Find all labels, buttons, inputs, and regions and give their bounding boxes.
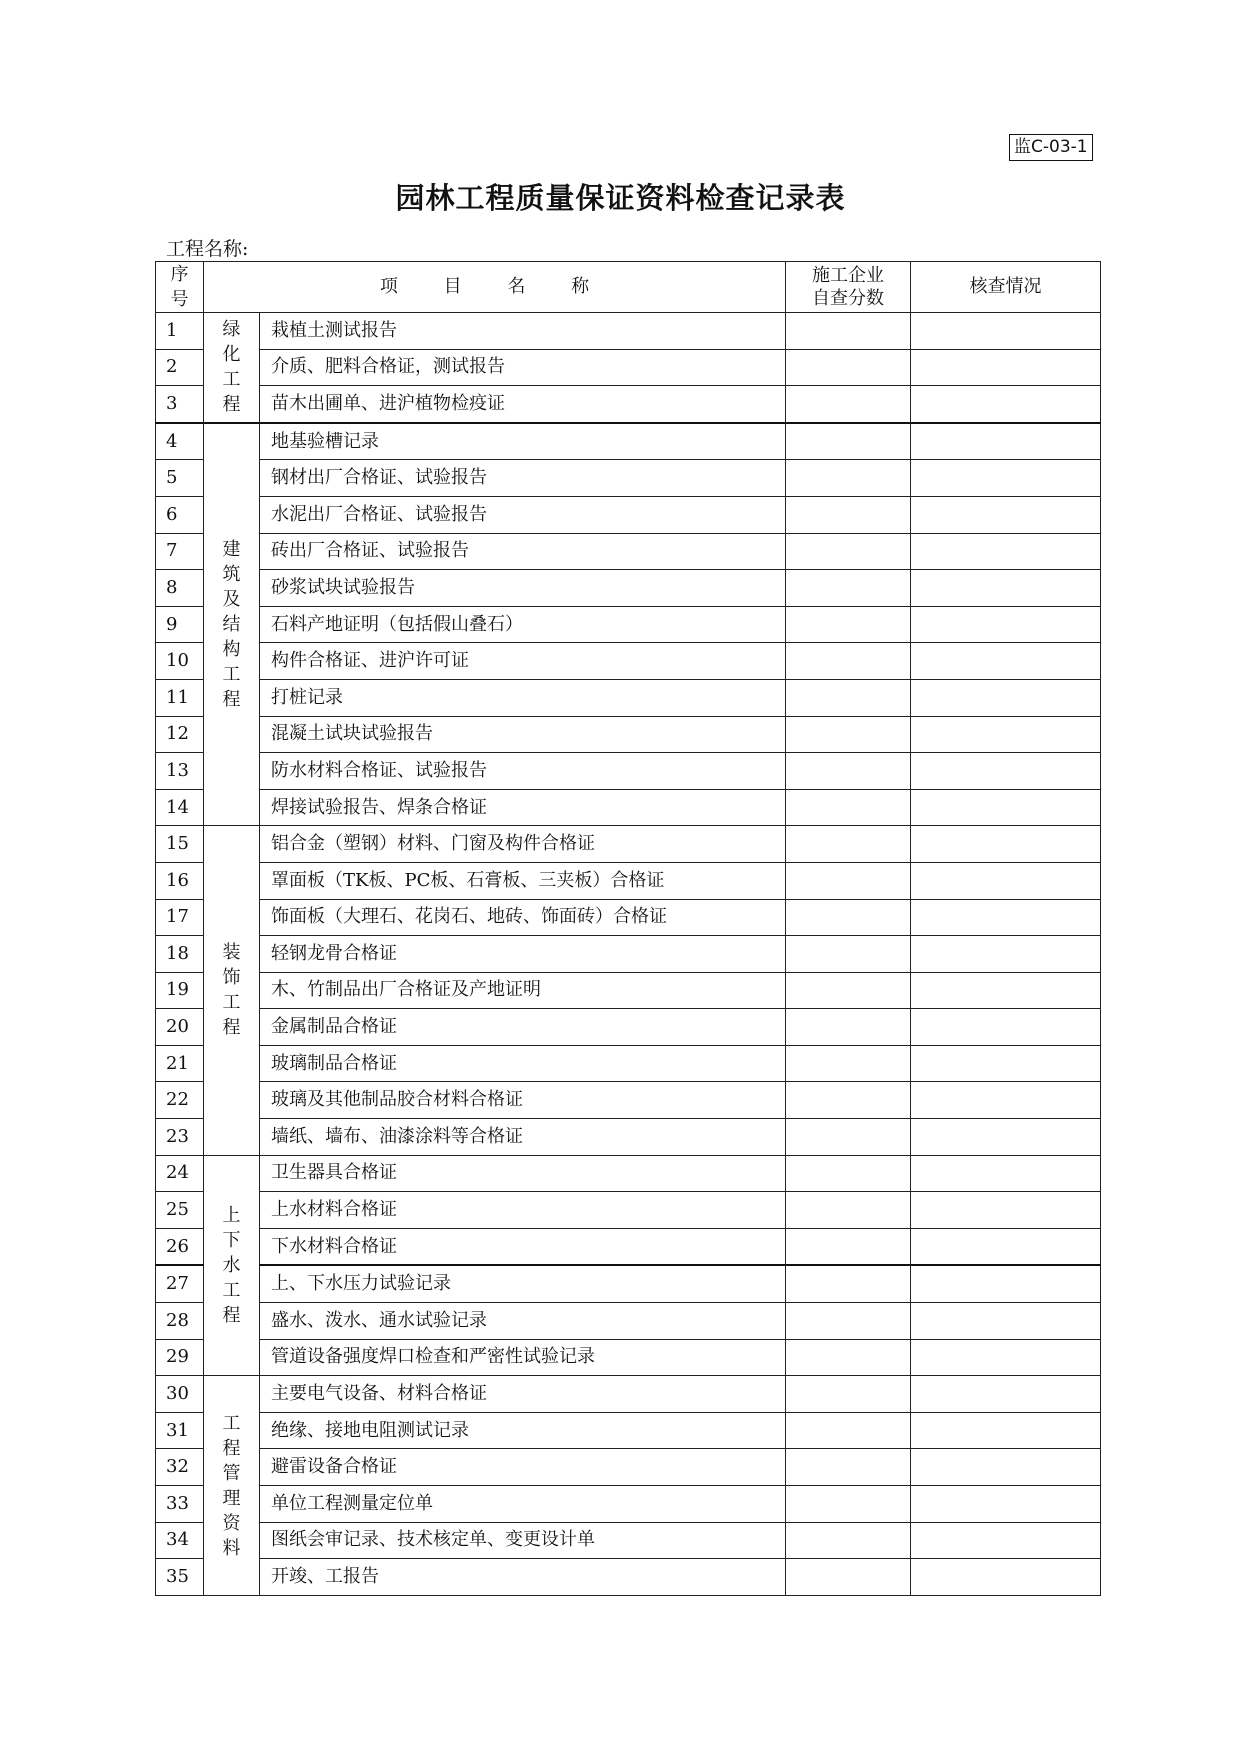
check-status-cell[interactable] <box>911 570 1101 607</box>
row-number: 19 <box>156 972 204 1009</box>
item-name: 水泥出厂合格证、试验报告 <box>260 496 786 533</box>
check-status-cell[interactable] <box>911 606 1101 643</box>
row-number: 13 <box>156 753 204 790</box>
row-number: 24 <box>156 1155 204 1192</box>
self-score-cell[interactable] <box>786 716 911 753</box>
item-name: 钢材出厂合格证、试验报告 <box>260 460 786 497</box>
header-no: 序号 <box>156 262 204 313</box>
check-status-cell[interactable] <box>911 1228 1101 1265</box>
row-number: 14 <box>156 789 204 826</box>
check-status-cell[interactable] <box>911 753 1101 790</box>
row-number: 28 <box>156 1303 204 1340</box>
item-name: 木、竹制品出厂合格证及产地证明 <box>260 972 786 1009</box>
item-name: 石料产地证明（包括假山叠石） <box>260 606 786 643</box>
table-row <box>156 899 1101 936</box>
self-score-cell[interactable] <box>786 1412 911 1449</box>
table-row <box>156 570 1101 607</box>
table-row <box>156 1486 1101 1523</box>
table-row <box>156 1522 1101 1559</box>
check-status-cell[interactable] <box>911 1009 1101 1046</box>
self-score-cell[interactable] <box>786 570 911 607</box>
self-score-cell[interactable] <box>786 972 911 1009</box>
row-number: 10 <box>156 643 204 680</box>
self-score-cell[interactable] <box>786 1449 911 1486</box>
table-row <box>156 1082 1101 1119</box>
check-status-cell[interactable] <box>911 1412 1101 1449</box>
row-number: 8 <box>156 570 204 607</box>
item-name: 主要电气设备、材料合格证 <box>260 1376 786 1413</box>
self-score-cell[interactable] <box>786 679 911 716</box>
category-cell <box>204 423 260 826</box>
table-row <box>156 1192 1101 1229</box>
table-row <box>156 349 1101 386</box>
item-name: 地基验槽记录 <box>260 423 786 460</box>
self-score-cell[interactable] <box>786 1376 911 1413</box>
table-row <box>156 753 1101 790</box>
row-number: 12 <box>156 716 204 753</box>
self-score-cell[interactable] <box>786 789 911 826</box>
table-row <box>156 313 1101 350</box>
row-number: 33 <box>156 1486 204 1523</box>
check-status-cell[interactable] <box>911 936 1101 973</box>
row-number: 26 <box>156 1228 204 1265</box>
self-score-cell[interactable] <box>786 1119 911 1156</box>
check-status-cell[interactable] <box>911 789 1101 826</box>
self-score-cell[interactable] <box>786 533 911 570</box>
item-name: 栽植土测试报告 <box>260 313 786 350</box>
table-row <box>156 386 1101 423</box>
category-label: 建筑及结构工程 <box>222 539 241 711</box>
row-number: 35 <box>156 1559 204 1596</box>
quality-record-table <box>155 261 1101 1596</box>
self-score-cell[interactable] <box>786 1009 911 1046</box>
self-score-cell[interactable] <box>786 460 911 497</box>
row-number: 32 <box>156 1449 204 1486</box>
self-score-cell[interactable] <box>786 753 911 790</box>
item-name: 饰面板（大理石、花岗石、地砖、饰面砖）合格证 <box>260 899 786 936</box>
check-status-cell[interactable] <box>911 1522 1101 1559</box>
table-row <box>156 679 1101 716</box>
table-row <box>156 533 1101 570</box>
item-name: 介质、肥料合格证，测试报告 <box>260 349 786 386</box>
item-name: 玻璃及其他制品胶合材料合格证 <box>260 1082 786 1119</box>
table-row <box>156 1412 1101 1449</box>
row-number: 6 <box>156 496 204 533</box>
row-number: 5 <box>156 460 204 497</box>
item-name: 焊接试验报告、焊条合格证 <box>260 789 786 826</box>
header-item-name: 项 目 名 称 <box>204 262 786 313</box>
category-label: 装饰工程 <box>222 942 241 1039</box>
self-score-cell[interactable] <box>786 1155 911 1192</box>
page-title: 园林工程质量保证资料检查记录表 <box>395 181 846 215</box>
row-number: 1 <box>156 313 204 350</box>
self-score-cell[interactable] <box>786 1265 911 1302</box>
row-number: 34 <box>156 1522 204 1559</box>
item-name: 图纸会审记录、技术核定单、变更设计单 <box>260 1522 786 1559</box>
row-number: 17 <box>156 899 204 936</box>
category-cell <box>204 1376 260 1596</box>
self-score-cell[interactable] <box>786 349 911 386</box>
check-status-cell[interactable] <box>911 679 1101 716</box>
self-score-cell[interactable] <box>786 1192 911 1229</box>
check-status-cell[interactable] <box>911 899 1101 936</box>
check-status-cell[interactable] <box>911 1192 1101 1229</box>
category-cell <box>204 1155 260 1376</box>
check-status-cell[interactable] <box>911 716 1101 753</box>
check-status-cell[interactable] <box>911 862 1101 899</box>
category-label: 上下水工程 <box>222 1204 241 1326</box>
self-score-cell[interactable] <box>786 1045 911 1082</box>
self-score-cell[interactable] <box>786 606 911 643</box>
table-row <box>156 1009 1101 1046</box>
row-number: 22 <box>156 1082 204 1119</box>
table-row <box>156 1376 1101 1413</box>
table-row <box>156 862 1101 899</box>
check-status-cell[interactable] <box>911 496 1101 533</box>
self-score-cell[interactable] <box>786 1559 911 1596</box>
project-name-label: 工程名称: <box>166 238 249 260</box>
table-row <box>156 643 1101 680</box>
check-status-cell[interactable] <box>911 1045 1101 1082</box>
table-row <box>156 716 1101 753</box>
self-score-cell[interactable] <box>786 826 911 863</box>
category-label: 绿化工程 <box>222 319 241 416</box>
table-row <box>156 789 1101 826</box>
item-name: 金属制品合格证 <box>260 1009 786 1046</box>
self-score-cell[interactable] <box>786 1228 911 1265</box>
check-status-cell[interactable] <box>911 1082 1101 1119</box>
table-row <box>156 936 1101 973</box>
table-row <box>156 1228 1101 1265</box>
item-name: 下水材料合格证 <box>260 1228 786 1265</box>
table-row <box>156 1303 1101 1340</box>
item-name: 单位工程测量定位单 <box>260 1486 786 1523</box>
item-name: 轻钢龙骨合格证 <box>260 936 786 973</box>
self-score-cell[interactable] <box>786 496 911 533</box>
self-score-cell[interactable] <box>786 899 911 936</box>
table-row <box>156 1119 1101 1156</box>
check-status-cell[interactable] <box>911 1449 1101 1486</box>
item-name: 上水材料合格证 <box>260 1192 786 1229</box>
item-name: 砂浆试块试验报告 <box>260 570 786 607</box>
row-number: 30 <box>156 1376 204 1413</box>
check-status-cell[interactable] <box>911 1265 1101 1302</box>
check-status-cell[interactable] <box>911 313 1101 350</box>
table-row <box>156 460 1101 497</box>
row-number: 29 <box>156 1339 204 1376</box>
row-number: 15 <box>156 826 204 863</box>
row-number: 7 <box>156 533 204 570</box>
self-score-cell[interactable] <box>786 936 911 973</box>
category-cell <box>204 826 260 1155</box>
row-number: 25 <box>156 1192 204 1229</box>
self-score-cell[interactable] <box>786 1486 911 1523</box>
check-status-cell[interactable] <box>911 533 1101 570</box>
table-row <box>156 606 1101 643</box>
table-row <box>156 496 1101 533</box>
item-name: 盛水、泼水、通水试验记录 <box>260 1303 786 1340</box>
row-number: 2 <box>156 349 204 386</box>
item-name: 苗木出圃单、进沪植物检疫证 <box>260 386 786 423</box>
table-row <box>156 1265 1101 1302</box>
item-name: 绝缘、接地电阻测试记录 <box>260 1412 786 1449</box>
row-number: 18 <box>156 936 204 973</box>
header-self-score: 施工企业自查分数 <box>786 262 911 313</box>
item-name: 上、下水压力试验记录 <box>260 1265 786 1302</box>
table-row <box>156 1155 1101 1192</box>
table-row <box>156 1449 1101 1486</box>
check-status-cell[interactable] <box>911 1303 1101 1340</box>
item-name: 铝合金（塑钢）材料、门窗及构件合格证 <box>260 826 786 863</box>
table-row <box>156 1339 1101 1376</box>
check-status-cell[interactable] <box>911 643 1101 680</box>
self-score-cell[interactable] <box>786 1522 911 1559</box>
row-number: 21 <box>156 1045 204 1082</box>
self-score-cell[interactable] <box>786 1082 911 1119</box>
item-name: 开竣、工报告 <box>260 1559 786 1596</box>
self-score-cell[interactable] <box>786 862 911 899</box>
row-number: 23 <box>156 1119 204 1156</box>
check-status-cell[interactable] <box>911 386 1101 423</box>
check-status-cell[interactable] <box>911 1339 1101 1376</box>
self-score-cell[interactable] <box>786 1303 911 1340</box>
row-number: 3 <box>156 386 204 423</box>
row-number: 9 <box>156 606 204 643</box>
table-row <box>156 423 1101 460</box>
item-name: 防水材料合格证、试验报告 <box>260 753 786 790</box>
check-status-cell[interactable] <box>911 1119 1101 1156</box>
item-name: 管道设备强度焊口检查和严密性试验记录 <box>260 1339 786 1376</box>
row-number: 11 <box>156 679 204 716</box>
category-cell <box>204 313 260 423</box>
header-row <box>156 262 1101 313</box>
table-row <box>156 1045 1101 1082</box>
item-name: 砖出厂合格证、试验报告 <box>260 533 786 570</box>
header-check-status: 核查情况 <box>911 262 1101 313</box>
check-status-cell[interactable] <box>911 1376 1101 1413</box>
row-number: 31 <box>156 1412 204 1449</box>
check-status-cell[interactable] <box>911 460 1101 497</box>
self-score-cell[interactable] <box>786 423 911 460</box>
row-number: 20 <box>156 1009 204 1046</box>
check-status-cell[interactable] <box>911 1486 1101 1523</box>
self-score-cell[interactable] <box>786 313 911 350</box>
row-number: 4 <box>156 423 204 460</box>
item-name: 罩面板（TK板、PC板、石膏板、三夹板）合格证 <box>260 862 786 899</box>
check-status-cell[interactable] <box>911 1155 1101 1192</box>
check-status-cell[interactable] <box>911 972 1101 1009</box>
row-number: 27 <box>156 1265 204 1302</box>
category-label: 工程管理资料 <box>222 1412 241 1559</box>
item-name: 构件合格证、进沪许可证 <box>260 643 786 680</box>
check-status-cell[interactable] <box>911 826 1101 863</box>
item-name: 墙纸、墙布、油漆涂料等合格证 <box>260 1119 786 1156</box>
form-code: 监C-03-1 <box>1009 134 1093 161</box>
row-number: 16 <box>156 862 204 899</box>
self-score-cell[interactable] <box>786 386 911 423</box>
check-status-cell[interactable] <box>911 1559 1101 1596</box>
self-score-cell[interactable] <box>786 1339 911 1376</box>
item-name: 玻璃制品合格证 <box>260 1045 786 1082</box>
table-row <box>156 1559 1101 1596</box>
item-name: 打桩记录 <box>260 679 786 716</box>
item-name: 避雷设备合格证 <box>260 1449 786 1486</box>
self-score-cell[interactable] <box>786 643 911 680</box>
item-name: 混凝土试块试验报告 <box>260 716 786 753</box>
table-row <box>156 972 1101 1009</box>
check-status-cell[interactable] <box>911 423 1101 460</box>
item-name: 卫生器具合格证 <box>260 1155 786 1192</box>
table-row <box>156 826 1101 863</box>
check-status-cell[interactable] <box>911 349 1101 386</box>
